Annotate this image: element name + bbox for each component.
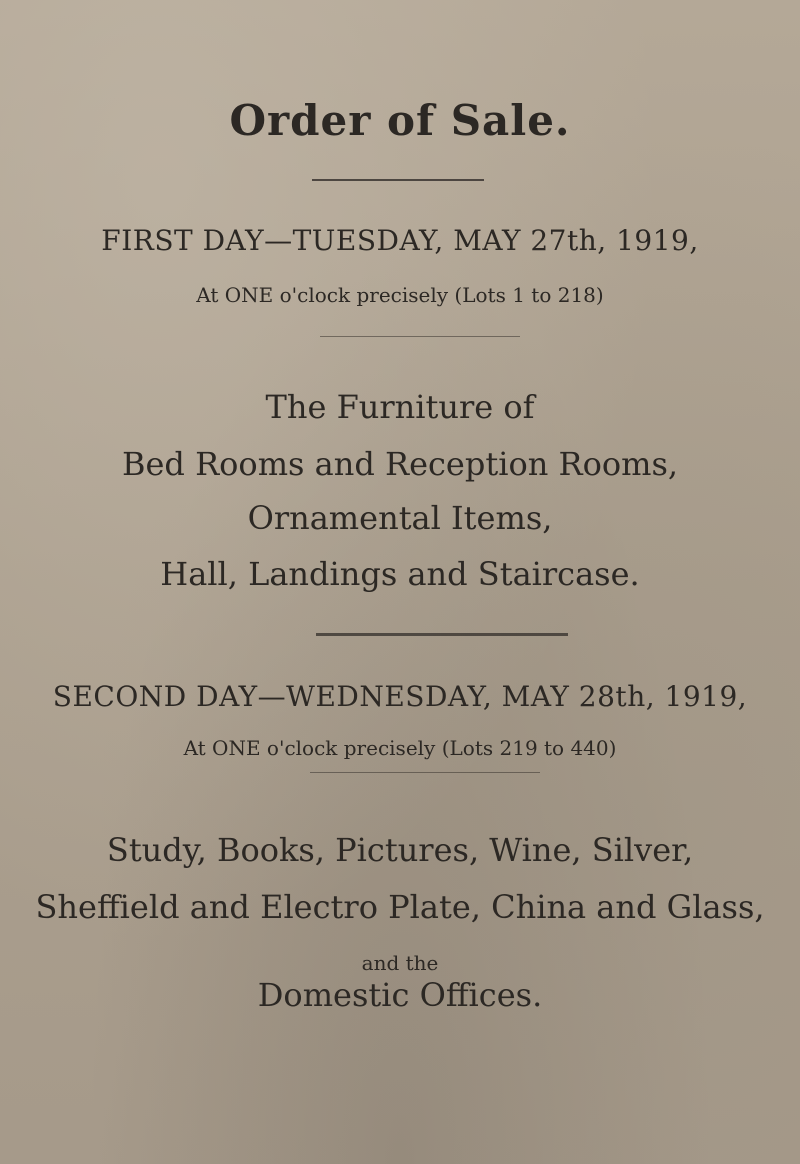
first-day-heading: FIRST DAY—TUESDAY, MAY 27th, 1919, bbox=[101, 224, 699, 257]
first-day-item: The Furniture of bbox=[265, 388, 535, 426]
second-day-item: and the bbox=[361, 951, 439, 975]
first-day-item: Ornamental Items, bbox=[247, 499, 553, 537]
first-day-item: Hall, Landings and Staircase. bbox=[160, 555, 640, 593]
second-day-item: Study, Books, Pictures, Wine, Silver, bbox=[106, 831, 694, 869]
first-day-time: At ONE o'clock precisely (Lots 1 to 218) bbox=[196, 283, 604, 307]
day-separator bbox=[316, 633, 568, 636]
second-day-divider bbox=[310, 772, 540, 773]
first-day-item: Bed Rooms and Reception Rooms, bbox=[121, 445, 679, 483]
second-day-heading: SECOND DAY—WEDNESDAY, MAY 28th, 1919, bbox=[52, 680, 748, 713]
first-day-divider bbox=[320, 336, 520, 337]
second-day-time: At ONE o'clock precisely (Lots 219 to 440) bbox=[183, 736, 617, 760]
second-day-item: Sheffield and Electro Plate, China and Glass, bbox=[35, 888, 765, 926]
page-title: Order of Sale. bbox=[229, 96, 571, 145]
title-divider bbox=[312, 179, 484, 181]
second-day-item: Domestic Offices. bbox=[257, 976, 543, 1014]
